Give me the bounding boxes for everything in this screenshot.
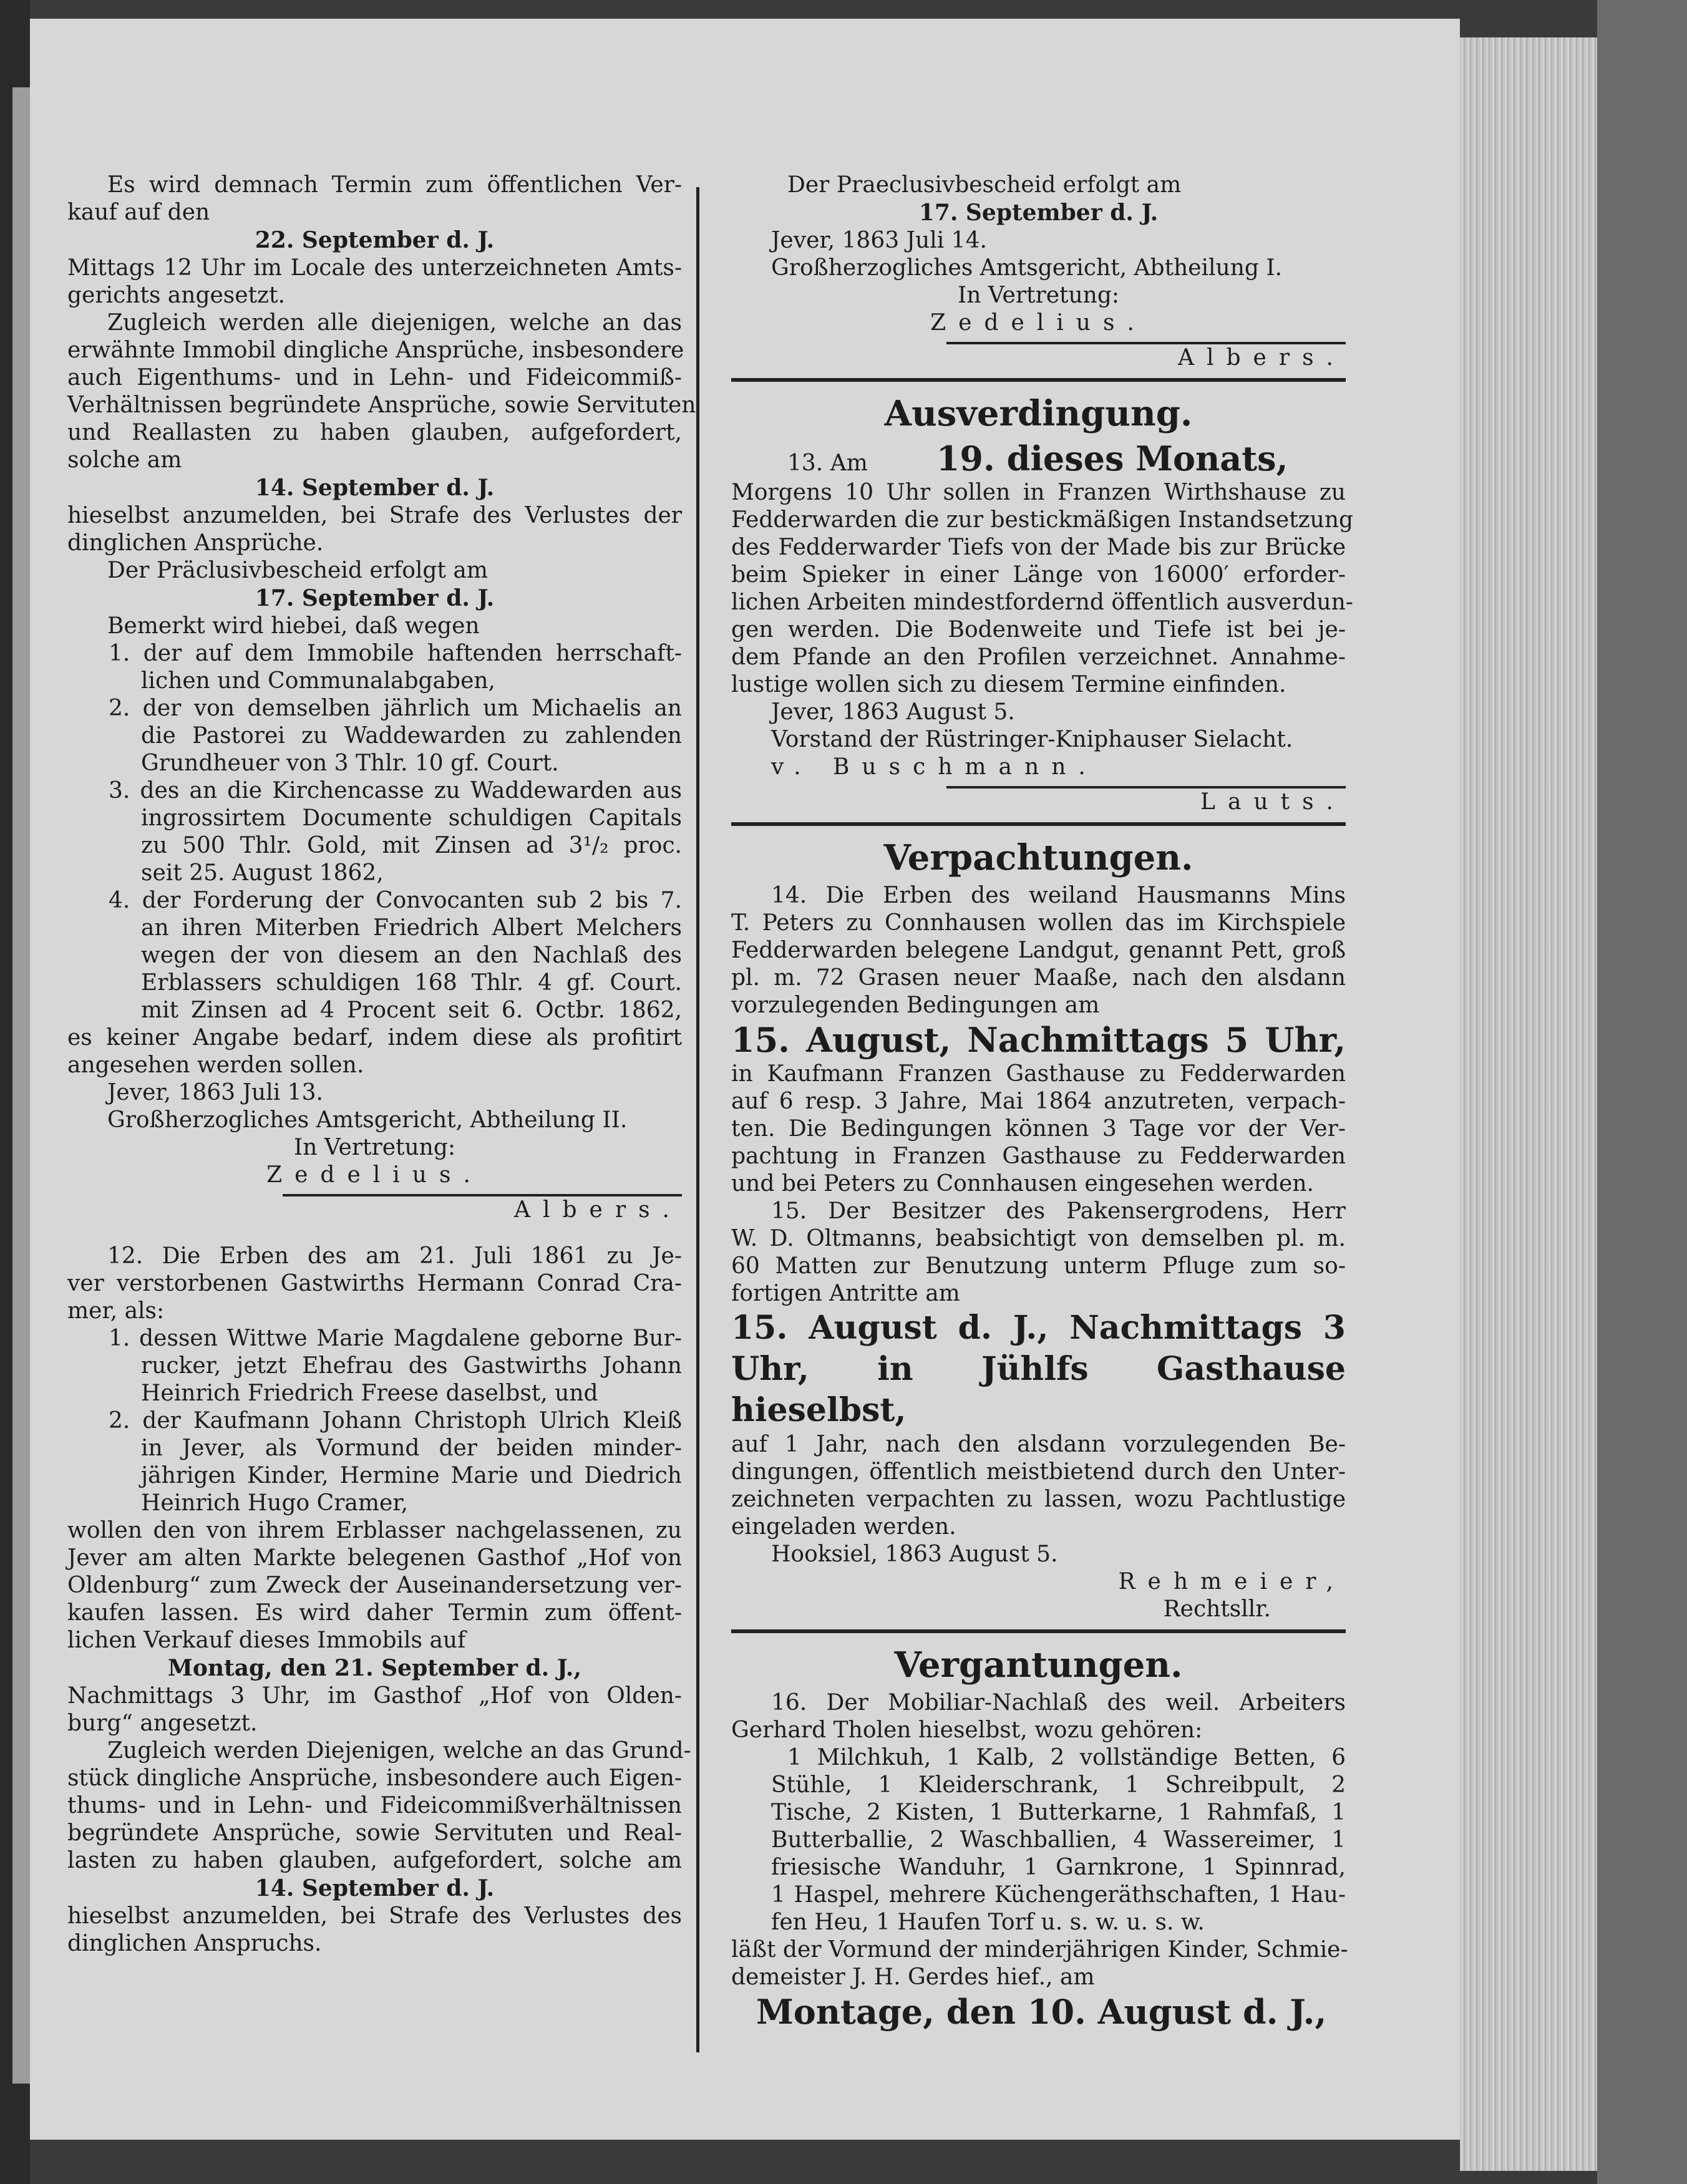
left-page-edge xyxy=(0,0,30,2184)
text-line: in Jever, als Vormund der beiden minder- xyxy=(141,1435,682,1461)
right-column xyxy=(731,172,1354,2032)
text-line: Heinrich Hugo Cramer, xyxy=(141,1490,409,1516)
text-line: Oldenburg“ zum Zweck der Auseinandersetzung ver- xyxy=(67,1573,682,1598)
text-line: mit Zinsen ad 4 Procent seit 6. Octbr. 1862, xyxy=(141,997,682,1023)
authority: Großherzogliches Amtsgericht, Abtheilung I. xyxy=(771,255,1283,281)
left-column xyxy=(67,172,696,1958)
text-line: zu 500 Thlr. Gold, mit Zinsen ad 3¹/₂ proc. xyxy=(141,833,682,858)
text-line: ver verstorbenen Gastwirths Hermann Conrad Cra- xyxy=(67,1271,682,1296)
text-line: begründete Ansprüche, sowie Servituten und Real- xyxy=(67,1820,682,1846)
text-line: ten. Die Bedingungen können 3 Tage vor der Ver- xyxy=(731,1116,1346,1142)
signature-name: Lauts. xyxy=(1200,789,1346,815)
section-rule xyxy=(731,378,1346,382)
text-line: Der Präclusivbescheid erfolgt am xyxy=(107,558,488,583)
date-line: Uhr, in Jühlfs Gasthause hieselbst, xyxy=(731,1350,1346,1429)
text-line: Zugleich werden Diejenigen, welche an das Grund- xyxy=(107,1738,691,1764)
notice-number: 13. Am xyxy=(787,450,868,476)
authority: Großherzogliches Amtsgericht, Abtheilung II. xyxy=(107,1107,628,1133)
text-line: wollen den von ihrem Erblasser nachgelassenen, zu xyxy=(67,1518,682,1543)
text-line: wegen der von diesem an den Nachlaß des xyxy=(141,943,682,968)
signature-name: Albers. xyxy=(514,1197,682,1223)
text-line: In Vertretung: xyxy=(957,283,1120,308)
text-line: 15. Der Besitzer des Pakensergrodens, Herr xyxy=(771,1198,1346,1224)
date-line: 22. September d. J. xyxy=(255,227,495,253)
text-line: hieselbst anzumelden, bei Strafe des Verlustes der xyxy=(67,503,682,528)
text-line: ingrossirtem Documente schuldigen Capitals xyxy=(141,805,682,831)
text-line: 60 Matten zur Benutzung unterm Pfluge zum so- xyxy=(731,1253,1346,1279)
text-line: pachtung in Franzen Gasthause zu Fedderwarden xyxy=(731,1143,1346,1169)
text-line: dinglichen Anspruchs. xyxy=(67,1931,322,1956)
text-line: pl. m. 72 Grasen neuer Maaße, nach den alsdann xyxy=(731,965,1346,991)
column-divider xyxy=(696,187,699,2052)
date-line: 19. dieses Monats, xyxy=(936,439,1288,478)
date-line: 17. September d. J. xyxy=(255,585,495,611)
text-line: die Pastorei zu Waddewarden zu zahlenden xyxy=(141,723,682,749)
text-line: stück dingliche Ansprüche, insbesondere auch Eigen- xyxy=(67,1765,682,1791)
signature-title: Rechtsllr. xyxy=(1163,1596,1271,1622)
place-date: Jever, 1863 Juli 14. xyxy=(771,228,987,253)
text-line: fen Heu, 1 Haufen Torf u. s. w. u. s. w. xyxy=(771,1910,1205,1935)
text-line: es keiner Angabe bedarf, indem diese als profitirt xyxy=(67,1025,682,1051)
date-line: Montag, den 21. September d. J., xyxy=(168,1655,581,1681)
text-line: dinglichen Ansprüche. xyxy=(67,530,324,556)
text-line: W. D. Oltmanns, beabsichtigt von demselben pl. m. xyxy=(731,1226,1346,1251)
text-line: gen werden. Die Bodenweite und Tiefe ist bei je- xyxy=(731,617,1346,643)
text-line: Stühle, 1 Kleiderschrank, 1 Schreibpult, 2 xyxy=(771,1772,1346,1798)
text-line: Zugleich werden alle diejenigen, welche an das xyxy=(107,310,682,336)
text-line: Grundheuer von 3 Thlr. 10 gf. Court. xyxy=(141,750,559,776)
signature-name: Rehmeier, xyxy=(1118,1569,1346,1594)
text-line: Fedderwarden belegene Landgut, genannt Pett, groß xyxy=(731,938,1346,963)
text-line: Mittags 12 Uhr im Locale des unterzeichneten Amts- xyxy=(67,255,682,281)
list-item: 3. des an die Kirchencasse zu Waddewarden aus xyxy=(109,778,682,803)
text-line: und bei Peters zu Connhausen eingesehen werden. xyxy=(731,1171,1314,1196)
text-line: Fedderwarden die zur bestickmäßigen Instandsetzung xyxy=(731,507,1354,533)
section-heading: Vergantungen. xyxy=(894,1644,1183,1686)
text-line: Morgens 10 Uhr sollen in Franzen Wirthshause zu xyxy=(731,480,1346,505)
text-line: jährigen Kinder, Hermine Marie und Diedrich xyxy=(141,1463,682,1488)
list-item: 1. dessen Wittwe Marie Magdalene geborne Bur- xyxy=(109,1326,682,1351)
date-line: 15. August, Nachmittags 5 Uhr, xyxy=(731,1020,1346,1060)
date-line: 15. August d. J., Nachmittags 3 xyxy=(731,1309,1346,1347)
text-line: lichen Arbeiten mindestfordernd öffentlich ausverdun- xyxy=(731,590,1353,615)
text-line: 14. Die Erben des weiland Hausmanns Mins xyxy=(771,883,1346,908)
text-line: 1 Milchkuh, 1 Kalb, 2 vollständige Betten, 6 xyxy=(787,1745,1346,1770)
text-line: demeister J. H. Gerdes hief., am xyxy=(731,1964,1095,1990)
text-line: lustige wollen sich zu diesem Termine einfinden. xyxy=(731,672,1286,697)
list-item: 1. der auf dem Immobile haftenden herrschaft- xyxy=(109,641,682,666)
text-line: Es wird demnach Termin zum öffentlichen Ver- xyxy=(107,172,682,198)
text-line: gerichts angesetzt. xyxy=(67,283,285,308)
text-line: friesische Wanduhr, 1 Garnkrone, 1 Spinnrad, xyxy=(771,1855,1346,1880)
text-line: 1 Haspel, mehrere Küchengeräthschaften, 1 Hau- xyxy=(771,1882,1346,1908)
book-page-edges xyxy=(1460,37,1597,2171)
text-line: seit 25. August 1862, xyxy=(141,860,384,886)
text-line: dingungen, öffentlich meistbietend durch den Unter- xyxy=(731,1459,1346,1485)
text-line: 16. Der Mobiliar-Nachlaß des weil. Arbeiters xyxy=(771,1690,1346,1716)
text-line: hieselbst anzumelden, bei Strafe des Verlustes des xyxy=(67,1903,682,1929)
text-line: thums- und in Lehn- und Fideicommißverhältnissen xyxy=(67,1793,682,1818)
text-line: solche am xyxy=(67,447,182,473)
book-cover xyxy=(1597,0,1687,2184)
signature-name: Zedelius. xyxy=(930,310,1147,336)
list-item: 2. der Kaufmann Johann Christoph Ulrich Kleiß xyxy=(109,1408,682,1434)
text-line: dem Pfande an den Profilen verzeichnet. Annahme- xyxy=(731,644,1346,670)
section-rule xyxy=(731,1629,1346,1633)
place-date: Hooksiel, 1863 August 5. xyxy=(771,1541,1058,1567)
date-line: 14. September d. J. xyxy=(255,1875,495,1901)
text-line: mer, als: xyxy=(67,1298,165,1324)
text-line: Verhältnissen begründete Ansprüche, sowie Servituten xyxy=(67,392,696,418)
text-line: läßt der Vormund der minderjährigen Kinder, Schmie- xyxy=(731,1937,1348,1963)
text-line: und Reallasten zu haben glauben, aufgefordert, xyxy=(67,420,682,445)
text-line: lasten zu haben glauben, aufgefordert, solche am xyxy=(67,1848,682,1873)
section-heading: Ausverdingung. xyxy=(884,393,1193,434)
text-line: Bemerkt wird hiebei, daß wegen xyxy=(107,613,480,639)
text-line: lichen und Communalabgaben, xyxy=(141,668,496,694)
text-line: kauf auf den xyxy=(67,200,210,225)
text-line: T. Peters zu Connhausen wollen das im Kirchspiele xyxy=(731,910,1346,936)
text-line: Tische, 2 Kisten, 1 Butterkarne, 1 Rahmfaß, 1 xyxy=(771,1800,1346,1825)
text-line: Gerhard Tholen hieselbst, wozu gehören: xyxy=(731,1717,1203,1743)
text-line: an ihren Miterben Friedrich Albert Melchers xyxy=(141,915,682,941)
list-item: 2. der von demselben jährlich um Michaelis an xyxy=(109,696,682,721)
date-line: Montage, den 10. August d. J., xyxy=(756,1992,1327,2032)
text-line: lichen Verkauf dieses Immobils auf xyxy=(67,1628,466,1653)
text-line: fortigen Antritte am xyxy=(731,1281,960,1306)
text-line: angesehen werden sollen. xyxy=(67,1052,364,1078)
text-line: beim Spieker in einer Länge von 16000′ erforder- xyxy=(731,562,1346,588)
date-line: 17. September d. J. xyxy=(918,200,1159,226)
text-line: des Fedderwarder Tiefs von der Made bis zur Brücke xyxy=(731,535,1346,560)
text-line: Butterballie, 2 Waschballien, 4 Wassereimer, 1 xyxy=(771,1827,1346,1853)
text-line: rucker, jetzt Ehefrau des Gastwirths Johann xyxy=(141,1353,682,1379)
section-rule xyxy=(731,822,1346,826)
text-line: Jever am alten Markte belegenen Gasthof „Hof von xyxy=(67,1545,682,1571)
text-line: auf 6 resp. 3 Jahre, Mai 1864 anzutreten, verpach- xyxy=(731,1089,1346,1114)
section-heading: Verpachtungen. xyxy=(883,837,1194,878)
date-line: 14. September d. J. xyxy=(255,475,495,501)
authority: Vorstand der Rüstringer-Kniphauser Sielacht. xyxy=(771,727,1293,752)
text-line: Nachmittags 3 Uhr, im Gasthof „Hof von Olden- xyxy=(67,1683,682,1709)
text-line: vorzulegenden Bedingungen am xyxy=(731,993,1100,1018)
place-date: Jever, 1863 August 5. xyxy=(771,699,1015,725)
text-line: Heinrich Friedrich Freese daselbst, und xyxy=(141,1381,598,1406)
signature-name: Albers. xyxy=(1178,345,1346,371)
place-date: Jever, 1863 Juli 13. xyxy=(107,1080,323,1105)
text-line: burg“ angesetzt. xyxy=(67,1711,258,1736)
text-line: auf 1 Jahr, nach den alsdann vorzulegenden Be- xyxy=(731,1432,1346,1457)
text-line: Der Praeclusivbescheid erfolgt am xyxy=(787,172,1182,198)
text-line: In Vertretung: xyxy=(293,1135,456,1160)
signature-name: v. Buschmann. xyxy=(771,754,1098,780)
text-line: Erblassers schuldigen 168 Thlr. 4 gf. Court. xyxy=(141,970,682,996)
text-line: zeichneten verpachten zu lassen, wozu Pachtlustige xyxy=(731,1487,1346,1512)
signature-name: Zedelius. xyxy=(266,1162,483,1188)
text-line: erwähnte Immobil dingliche Ansprüche, insbesondere xyxy=(67,337,684,363)
text-line: eingeladen werden. xyxy=(731,1514,956,1540)
list-item: 4. der Forderung der Convocanten sub 2 bis 7. xyxy=(109,888,682,913)
text-line: auch Eigenthums- und in Lehn- und Fideicommiß- xyxy=(67,365,682,391)
text-line: in Kaufmann Franzen Gasthause zu Fedderwarden xyxy=(731,1061,1346,1087)
text-line: kaufen lassen. Es wird daher Termin zum öffent- xyxy=(67,1600,682,1626)
text-line: 12. Die Erben des am 21. Juli 1861 zu Je- xyxy=(107,1243,682,1269)
